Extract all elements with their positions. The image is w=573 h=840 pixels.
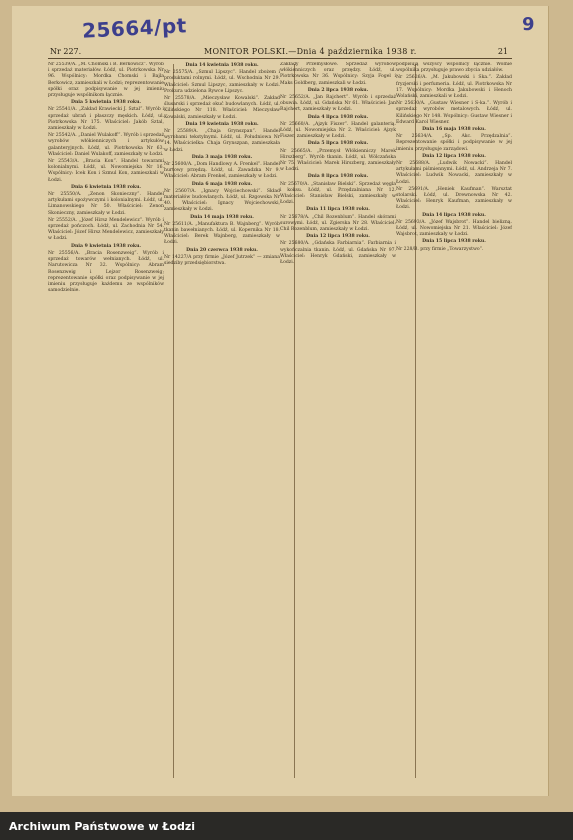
register-entry: Nr 25691/A. „Heniek Kaufman”. Warsztat stolarski. Łódź, ul. Drewnowska Nr 42. Właściciel: Henryk Kaufman, zamieszkały w Łodzi. [396, 186, 512, 211]
register-entry: Nr 25541/A. „Zakład Krawiecki J. Sztal”. Wyrób i sprzedaż ubrań i płaszczy męskich. Łódź, ul. Piotrkowska Nr 175. Właściciel: Jakób Sztal, zamieszkały w Łodzi. [48, 107, 164, 132]
register-entry: Nr 25611/A. „Manufaktura B. Wajnberg”. Wyrób tkanin bawełnianych. Łódź, ul. Kopernika Nr 18. Właściciel: Berek Wajnberg, zamieszkały w Łodzi. [164, 221, 280, 246]
publication-title: MONITOR POLSKI.—Dnia 4 października 1938 r. [204, 47, 417, 56]
date-heading: Dnia 20 czerwca 1938 roku. [186, 247, 258, 253]
register-entry: Nr 25660/A. „Ajzyk Fiszer”. Handel galanterią. Łódź, ul. Nowomiejska Nr 2. Właściciel: Ajzyk Fiszer, zamieszkały w Łodzi. [280, 121, 396, 140]
register-entry: Nr 25543/A. „Bracia Kon”. Handel towarami kolonialnymi. Łódź, ul. Nowomiejska Nr 16. Wspólnicy: Icek Kon i Szmul Kon, zamieszkali w Łodzi. [48, 159, 164, 183]
date-heading: Dnia 5 kwietnia 1938 roku. [70, 100, 142, 106]
register-entry: Nr 25665/A. „Przemysł Włókienniczy Marek Hirszberg”. Wyrób tkanin. Łódź, ul. Wólczańska Nr 75. Właściciel: Marek Hirszberg, zamieszkały w Łodzi. [280, 148, 396, 173]
issue-number: Nr 227. [50, 47, 82, 56]
register-entry: Nr 25680/A. „Gdańska Farbiarnia”. Farbiarnia i wykończalnia tkanin. Łódź, ul. Gdańska Nr 97. Właściciel: Henryk Gdański, zamieszkały w Łodzi. [280, 241, 396, 266]
page-number: 21 [497, 47, 508, 56]
register-entry: Nr 25652/A. „Jan Rajchert”. Wyrób i sprzedaż obuwia. Łódź, ul. Gdańska Nr 61. Właściciel: Jan Rajchert, zamieszkały w Łodzi. [280, 95, 396, 113]
register-entry: Nr 25607/A. „Ignacy Wojciechowski”. Skład materiałów budowlanych. Łódź, ul. Rzgowska Nr 40. Właściciel: Ignacy Wojciechowski, zamieszkały w Łodzi. [164, 188, 280, 213]
register-entry: Nr 25552/A. „Józef Hirsz Mendelewicz”. Wyrób i sprzedaż pończoch. Łódź, ul. Zachodnia Nr 54. Właściciel: Józef Hirsz Mendelewicz, zamieszkały w Łodzi. [48, 217, 164, 242]
date-heading: Dnia 14 maja 1938 roku. [190, 214, 254, 220]
register-entry: Nr 14227/A przy firmie „Józef Jutrzek” — zmiana siedziby przedsiębiorstwa. [164, 254, 280, 267]
column-4 [396, 62, 512, 780]
date-heading: Dnia 12 lipca 1938 roku. [422, 153, 486, 159]
column-1 [48, 62, 164, 780]
register-entry: Nr 25550/A. „Zenon Skonieczny”. Handel artykułami spożywczymi i kolonialnymi. Łódź, ul. Limanowskiego Nr 50. Właściciel: Zenon Skonieczny, zamieszkały w Łodzi. [48, 192, 164, 216]
register-entry: Nr 25630/A. „Gustaw Wiesner i S-ka.”. Wyrób i sprzedaż wyrobów metalowych. Łódź, ul. Kilińskiego Nr 148. Wspólnicy: Gustaw Wiesner i Edward Karol Wiesner. [396, 101, 512, 125]
register-entry: podpisują wszyscy wspólnicy łącznie. Wolnie wspólnika przysługuje prawo zbycia udziałów. [396, 62, 512, 74]
date-heading: Dnia 19 kwietnia 1938 roku. [185, 121, 259, 127]
register-entry: Nr 25578/A. „Mieczysław Kowalski”. Zakład ślusarski i sprzedaż okuć budowlanych. Łódź, ul. Kilińskiego Nr 118. Właściciel: Mieczysław Kowalski, zamieszkały w Łodzi. [164, 96, 280, 120]
date-heading: Dnia 12 lipca 1938 roku. [306, 234, 370, 240]
register-entry: Nr 25556/A. „Bracia Rosenzweig”. Wyrób i sprzedaż towarów wełnianych. Łódź, ul. Narutowicza Nr 32. Wspólnicy: Abram Rosenzweig i Lejzor Rosenzweig; reprezentowanie spółki oraz podpisywanie w jej imieniu przysługuje każdemu ze wspólników samodzielnie. [48, 250, 164, 294]
date-heading: Dnia 15 lipca 1938 roku. [422, 239, 486, 245]
register-entry: Nr 228/B. przy firmie „Towarzystwo”. [396, 246, 484, 252]
register-entry: Nr 25626/A. „M. Jakubowski i Ska.”. Zakład fryzjerski i perfumeria. Łódź, ul. Piotrkowska Nr 17. Wspólnicy: Mordka Jakubowski i Henoch Wolański, zamieszkali w Łodzi. [396, 75, 512, 100]
archive-footer-bar [0, 812, 573, 840]
register-entry: Nr 25589/A. „Chaja Grynszpan”. Handel wyrobami tekstylnymi. Łódź, ul. Południowa Nr 14. Właścicielka: Chaja Grynszpan, zamieszkała w Łodzi. [164, 129, 280, 153]
register-entry: Nr 25634/A. „Sp. Akc. Przędzalnia”. Reprezentowanie spółki i podpisywanie w jej imieniu przysługuje zarządowi. [396, 134, 512, 152]
register-entry: Nr 25542/A. „Daniel Wulakoff”. Wyrób i sprzedaż wyrobów włókienniczych i artykułów galanteryjnych. Łódź, ul. Piotrkowska Nr 63. Właściciel: Daniel Wulakoff, zamieszkały w Łodzi. [48, 133, 164, 157]
newspaper-page [12, 6, 549, 796]
date-heading: Dnia 3 maja 1938 roku. [191, 154, 253, 160]
date-heading: Dnia 6 kwietnia 1938 roku. [70, 184, 142, 190]
date-heading: Dnia 9 kwietnia 1938 roku. [70, 243, 142, 249]
date-heading: Dnia 4 lipca 1938 roku. [307, 114, 369, 120]
register-entry: Zakłady Przemysłowe. Sprzedaż wyrobów włókienniczych oraz przędzy. Łódź, ul. Piotrkowska Nr 36. Wspólnicy: Szyja Fogel i Maks Goldberg, zamieszkali w Łodzi. [280, 62, 396, 86]
date-heading: Dnia 11 lipca 1938 roku. [306, 207, 370, 213]
archive-name: Archiwum Państwowe w Łodzi [9, 820, 196, 833]
register-entry: Nr 25678/A. „Chil Rozenblum”. Handel skórami surowymi. Łódź, ul. Zgierska Nr 28. Właściciel: Chil Rozenblum, zamieszkały w Łodzi. [280, 214, 396, 233]
register-entry: Nr 25693/A. „Józef Wajsbrot”. Handel bielizną. Łódź, ul. Nowomiejska Nr 21. Właściciel: Józef Wajsbrot, zamieszkały w Łodzi. [396, 219, 512, 238]
date-heading: Dnia 14 kwietnia 1938 roku. [185, 63, 259, 68]
column-3 [280, 62, 396, 780]
handwritten-page-mark: 9 [522, 14, 535, 35]
handwritten-record-id: 25664/pt [81, 13, 188, 43]
column-2 [164, 62, 280, 780]
date-heading: Dnia 6 maja 1938 roku. [191, 181, 253, 187]
header-rule [48, 58, 512, 59]
register-entry: Nr 25670/A. „Stanisław Bielski”. Sprzedaż węgla i koksu. Łódź, ul. Przędzalniana Nr 12. Właściciel: Stanisław Bielski, zamieszkały w Łodzi. [280, 181, 396, 206]
date-heading: Dnia 2 lipca 1938 roku. [307, 87, 369, 93]
date-heading: Dnia 5 lipca 1938 roku. [307, 141, 369, 147]
date-heading: Dnia 16 maja 1938 roku. [422, 127, 486, 133]
date-heading: Dnia 8 lipca 1938 roku. [307, 174, 369, 180]
text-columns [48, 62, 512, 780]
date-heading: Dnia 14 lipca 1938 roku. [422, 212, 486, 218]
register-entry: Nr 25600/A. „Dom Handlowy A. Frenkel”. Handel hurtowy przędzą. Łódź, ul. Zawadzka Nr 9. Właściciel: Abram Frenkel, zamieszkały w Łodzi. [164, 162, 280, 180]
register-entry: Nr 25688/A. „Ludwik Nowacki”. Handel artykułami piśmiennymi. Łódź, ul. Andrzeja Nr 7. Właściciel: Ludwik Nowacki, zamieszkały w Łodzi. [396, 161, 512, 185]
register-entry: Nr 25575/A. „Szmul Lipszyc”. Handel zbożem i produktami rolnymi. Łódź, ul. Wschodnia Nr 29. Właściciel: Szmul Lipszyc, zamieszkały w Łodzi. Prokura udzielona Rywce Lipszyc. [164, 70, 280, 94]
register-entry: Nr 25539/A. „M. Chomski i B. Berkowicz”. Wyrób i sprzedaż materiałów. Łódź, ul. Piotrkowska Nr 96. Wspólnicy: Mordka Chomski i Bajla Berkowicz, zamieszkali w Łodzi; reprezentowanie spółki oraz podpisywanie w jej imieniu przysługuje wspólnikom łącznie. [48, 62, 164, 99]
